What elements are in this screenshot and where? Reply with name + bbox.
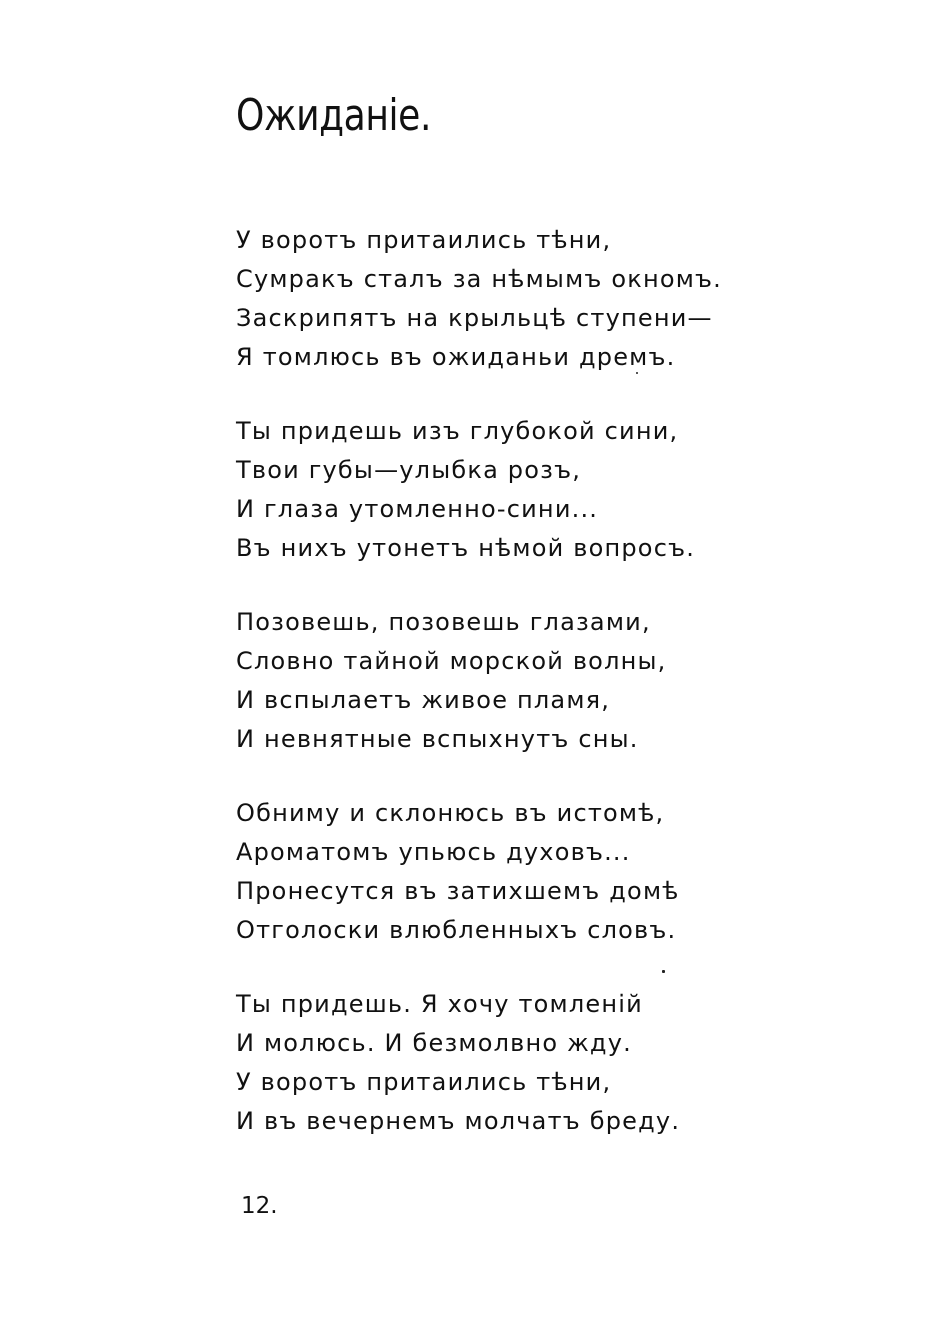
stanza-1 <box>236 221 896 377</box>
print-speck <box>636 372 638 374</box>
poem-body <box>236 221 896 1176</box>
poem-line: Позовешь, позовешь глазами, <box>236 608 651 636</box>
poem-line: У воротъ притаились тѣни, <box>236 226 612 254</box>
poem-line: Обниму и склонюсь въ истомѣ, <box>236 799 665 827</box>
poem-line: Твои губы—улыбка розъ, <box>236 456 582 484</box>
stanza-2 <box>236 412 896 568</box>
poem-line: Сумракъ сталъ за нѣмымъ окномъ. <box>236 265 723 293</box>
stanza-3 <box>236 603 896 759</box>
poem-title: Ожиданіе. <box>236 90 432 141</box>
poem-line: И въ вечернемъ молчатъ бреду. <box>236 1107 681 1135</box>
poem-line: Ты придешь. Я хочу томленій <box>236 990 643 1018</box>
poem-line: Словно тайной морской волны, <box>236 647 667 675</box>
poem-line: Заскрипятъ на крыльцѣ ступени— <box>236 304 713 332</box>
poem-line: Пронесутся въ затихшемъ домѣ <box>236 877 680 905</box>
poem-line: Ароматомъ упьюсь духовъ... <box>236 838 631 866</box>
poem-line: И молюсь. И безмолвно жду. <box>236 1029 632 1057</box>
poem-line: И невнятные вспыхнутъ сны. <box>236 725 639 753</box>
poem-line: И глаза утомленно-сини... <box>236 495 599 523</box>
poem-line: Ты придешь изъ глубокой сини, <box>236 417 679 445</box>
poem-line: Отголоски влюбленныхъ словъ. <box>236 916 677 944</box>
page-number: 12. <box>241 1193 278 1219</box>
poem-line: Въ нихъ утонетъ нѣмой вопросъ. <box>236 534 696 562</box>
poem-line: И вспылаетъ живое пламя, <box>236 686 611 714</box>
poem-line: Я томлюсь въ ожиданьи дремъ. <box>236 343 676 371</box>
stanza-5 <box>236 985 896 1141</box>
poem-line: У воротъ притаились тѣни, <box>236 1068 612 1096</box>
print-speck <box>662 970 665 973</box>
stanza-4 <box>236 794 896 950</box>
